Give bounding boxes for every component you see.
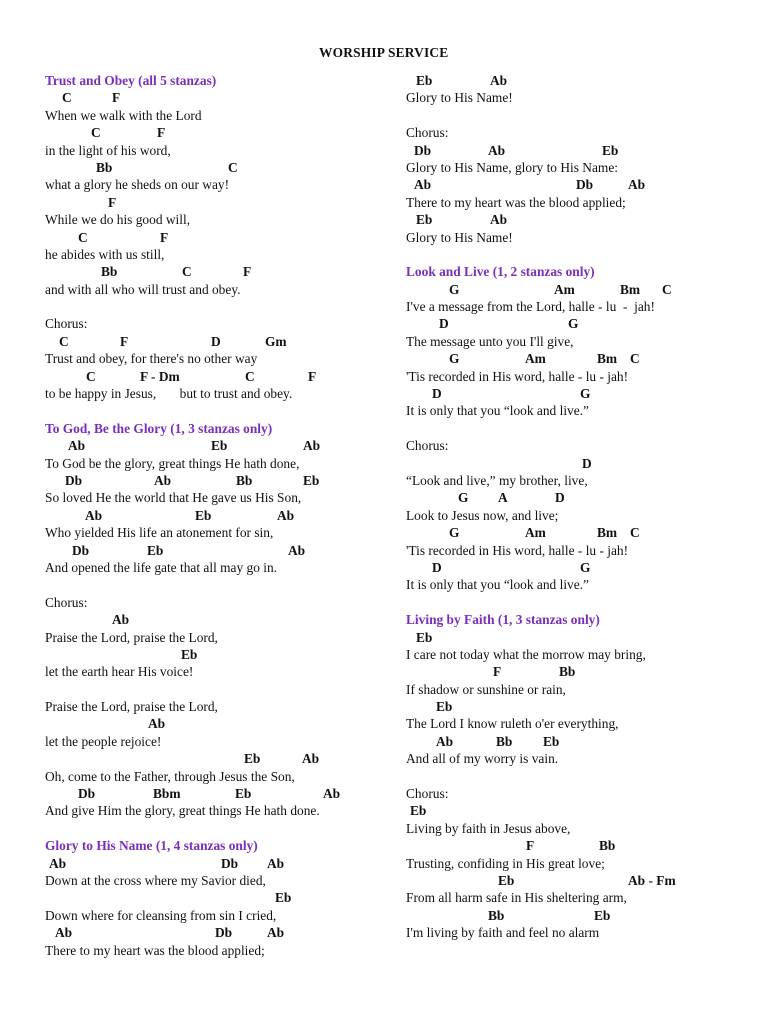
lyric-line: Praise the Lord, praise the Lord, [45, 699, 218, 715]
chord-line [406, 663, 756, 680]
chord: C [630, 525, 640, 541]
chord: G [580, 386, 591, 402]
chord: F [120, 333, 129, 349]
song-title: Look and Live (1, 2 stanzas only) [406, 264, 595, 280]
chord: G [449, 525, 460, 541]
chord-line [406, 524, 756, 541]
chord: Ab [488, 142, 506, 158]
page-title: WORSHIP SERVICE [319, 45, 449, 60]
lyric-line: It is only that you “look and live.” [406, 577, 589, 593]
lyric-line: Who yielded His life an atonement for sin, [45, 525, 274, 541]
lyric-line: I care not today what the morrow may bring, [406, 646, 646, 662]
chord-line [45, 507, 395, 524]
chord: F [243, 264, 252, 280]
song-title: Trust and Obey (all 5 stanzas) [45, 73, 217, 88]
lyric-line: It is only that you “look and live.” [406, 403, 589, 419]
chord: G [449, 281, 460, 297]
lyric-line: 'Tis recorded in His word, halle - lu - jah! [406, 368, 629, 384]
lyric-line: Glory to His Name! [406, 90, 513, 106]
blank-line [406, 420, 756, 437]
chord: C [91, 125, 101, 141]
lyric-line: I've a message from the Lord, halle - lu - jah! [406, 299, 655, 315]
chorus-label: Chorus: [45, 316, 88, 332]
chord: Eb [416, 629, 433, 645]
chorus-label: Chorus: [45, 594, 88, 610]
chord: Eb [147, 542, 164, 558]
chord: Eb [211, 438, 228, 454]
chord: Ab [277, 507, 295, 523]
chorus-label: Chorus: [406, 786, 449, 802]
chord-line [406, 907, 756, 924]
left-column [45, 72, 395, 959]
lyric-line: Trusting, confiding in His great love; [406, 855, 605, 871]
chord: Eb [416, 212, 433, 228]
chord: D [439, 316, 449, 332]
blank-line [45, 576, 395, 593]
chord: Ab [49, 855, 67, 871]
chord: F [108, 194, 117, 210]
chord-line [45, 89, 395, 106]
chord: Eb [543, 733, 560, 749]
right-column [406, 72, 756, 942]
chord: Ab [148, 716, 166, 732]
song-title: Glory to His Name (1, 4 stanzas only) [45, 838, 258, 854]
chord: Ab [302, 751, 320, 767]
chord: Am [525, 525, 546, 541]
chord-line [45, 611, 395, 628]
lyric-line: “Look and live,” my brother, live, [406, 472, 588, 488]
lyric-line: And all of my worry is vain. [406, 751, 559, 767]
lyric-line: Down where for cleansing from sin I cried, [45, 907, 277, 923]
chord: Db [221, 855, 239, 871]
chord: F - Dm [140, 368, 180, 384]
chord-line [406, 455, 756, 472]
chord: Bm [597, 351, 618, 367]
chord: Ab [323, 786, 341, 802]
chord: Bb [96, 159, 113, 175]
chord-line [45, 159, 395, 176]
chord: Ab [288, 542, 306, 558]
chord-line [45, 785, 395, 802]
chord: Bb [559, 664, 576, 680]
lyric-line: And opened the life gate that all may go in. [45, 559, 278, 575]
lyric-line: If shadow or sunshine or rain, [406, 681, 566, 697]
chord-line [45, 646, 395, 663]
chord: Db [576, 177, 594, 193]
chord-line [406, 281, 756, 298]
chord: Ab [55, 925, 73, 941]
chord: G [568, 316, 579, 332]
chord-line [406, 385, 756, 402]
lyric-line: And give Him the glory, great things He hath done. [45, 803, 320, 819]
lyric-line: So loved He the world that He gave us His Son, [45, 490, 302, 506]
chord: Am [525, 351, 546, 367]
chord: C [182, 264, 192, 280]
chord: C [662, 281, 672, 297]
chord-line [406, 211, 756, 228]
chord-line [45, 437, 395, 454]
chord: F [526, 838, 535, 854]
lyric-line: Trust and obey, for there's no other way [45, 351, 258, 367]
chord: F [493, 664, 502, 680]
chord: Eb [235, 786, 252, 802]
chord: G [580, 559, 591, 575]
chord-line [406, 698, 756, 715]
chord: Eb [244, 751, 261, 767]
lyric-line: When we walk with the Lord [45, 107, 202, 123]
lyric-line: Glory to His Name! [406, 229, 513, 245]
chord: Eb [436, 699, 453, 715]
chord-line [45, 368, 395, 385]
chord: C [630, 351, 640, 367]
chord: Eb [195, 507, 212, 523]
chord: D [555, 490, 565, 506]
chord: Ab [267, 925, 285, 941]
chord: Bbm [153, 786, 181, 802]
lyric-line: Down at the cross where my Savior died, [45, 872, 266, 888]
chord: Ab [414, 177, 432, 193]
chord-line [45, 889, 395, 906]
lyric-line: From all harm safe in His sheltering arm, [406, 890, 627, 906]
blank-line [406, 768, 756, 785]
chord: F [308, 368, 317, 384]
lyric-line: While we do his good will, [45, 212, 191, 228]
chorus-label: Chorus: [406, 438, 449, 454]
lyric-line: in the light of his word, [45, 142, 171, 158]
song-title: Living by Faith (1, 3 stanzas only) [406, 612, 600, 628]
chord-line [45, 924, 395, 941]
chord: Bb [236, 472, 253, 488]
chord: Ab [85, 507, 103, 523]
chord: Ab - Fm [628, 872, 676, 888]
chord: G [449, 351, 460, 367]
blank-line [45, 298, 395, 315]
chord-line [406, 350, 756, 367]
lyric-line: Living by faith in Jesus above, [406, 820, 571, 836]
chord-line [45, 263, 395, 280]
chord: F [157, 125, 166, 141]
lyric-line: Glory to His Name, glory to His Name: [406, 159, 618, 175]
chord: D [432, 386, 442, 402]
chord: C [78, 229, 88, 245]
chord: F [112, 90, 121, 106]
lyric-line: to be happy in Jesus, but to trust and obey. [45, 386, 293, 402]
chord-line [406, 142, 756, 159]
blank-line [45, 681, 395, 698]
chord: Db [215, 925, 233, 941]
lyric-line: he abides with us still, [45, 246, 165, 262]
chord: C [62, 90, 72, 106]
chord-line [45, 715, 395, 732]
lyric-line: The Lord I know ruleth o'er everything, [406, 716, 619, 732]
chord: Eb [498, 872, 515, 888]
song-title: To God, Be the Glory (1, 3 stanzas only) [45, 420, 273, 436]
chord-line [45, 750, 395, 767]
chord: Ab [154, 472, 172, 488]
chord: Eb [602, 142, 619, 158]
lyric-line: what a glory he sheds on our way! [45, 177, 230, 193]
chord: Eb [594, 907, 611, 923]
chord: Db [65, 472, 83, 488]
chord: Bb [599, 838, 616, 854]
chord: Ab [68, 438, 86, 454]
chord: Bb [101, 264, 118, 280]
chord: Bb [488, 907, 505, 923]
chord: Ab [267, 855, 285, 871]
lyric-line: Look to Jesus now, and live; [406, 507, 559, 523]
lyric-line: Praise the Lord, praise the Lord, [45, 629, 218, 645]
chord: Ab [628, 177, 646, 193]
chord: Gm [265, 333, 287, 349]
lyric-line: Oh, come to the Father, through Jesus the Son, [45, 768, 295, 784]
chord: Ab [112, 612, 130, 628]
chord-line [45, 542, 395, 559]
chord-line [45, 333, 395, 350]
chord: C [228, 159, 238, 175]
chord-line [406, 802, 756, 819]
lyric-line: There to my heart was the blood applied; [45, 942, 265, 958]
chord-line [406, 872, 756, 889]
lyric-line: I'm living by faith and feel no alarm [406, 925, 600, 941]
chord: Bm [597, 525, 618, 541]
chord-line [406, 489, 756, 506]
chord: Eb [275, 890, 292, 906]
blank-line [406, 107, 756, 124]
chord: Ab [490, 73, 508, 88]
chord-line [406, 837, 756, 854]
lyric-line: let the earth hear His voice! [45, 664, 194, 680]
lyric-line: To God be the glory, great things He hath done, [45, 455, 300, 471]
chord: Db [72, 542, 90, 558]
chord-line [45, 194, 395, 211]
chord: Eb [181, 646, 198, 662]
chord: A [498, 490, 508, 506]
chord: Ab [303, 438, 321, 454]
chord-line [45, 124, 395, 141]
chorus-label: Chorus: [406, 125, 449, 141]
chord: D [211, 333, 221, 349]
chord-line [406, 315, 756, 332]
chord-line [406, 72, 756, 89]
chord: F [160, 229, 169, 245]
chord: Eb [416, 73, 433, 88]
chord: Eb [303, 472, 320, 488]
lyric-line: 'Tis recorded in His word, halle - lu - jah! [406, 542, 629, 558]
chord: G [458, 490, 469, 506]
chord: C [59, 333, 69, 349]
chord-line [406, 629, 756, 646]
chord: Eb [410, 803, 427, 819]
lyric-line: and with all who will trust and obey. [45, 281, 241, 297]
lyric-line: let the people rejoice! [45, 733, 162, 749]
chord: Db [414, 142, 432, 158]
chord: Ab [490, 212, 508, 228]
chord: D [582, 455, 592, 471]
chord: D [432, 559, 442, 575]
chord: Bb [496, 733, 513, 749]
chord-line [45, 855, 395, 872]
lyric-line: There to my heart was the blood applied; [406, 194, 626, 210]
chord-line [45, 229, 395, 246]
chord-line [45, 472, 395, 489]
chord-line [406, 733, 756, 750]
chord-line [406, 176, 756, 193]
chord: Db [78, 786, 96, 802]
chord: C [245, 368, 255, 384]
chord: Ab [436, 733, 454, 749]
lyric-line: The message unto you I'll give, [406, 333, 574, 349]
chord: C [86, 368, 96, 384]
chord: Bm [620, 281, 641, 297]
chord-line [406, 559, 756, 576]
chord: Am [554, 281, 575, 297]
